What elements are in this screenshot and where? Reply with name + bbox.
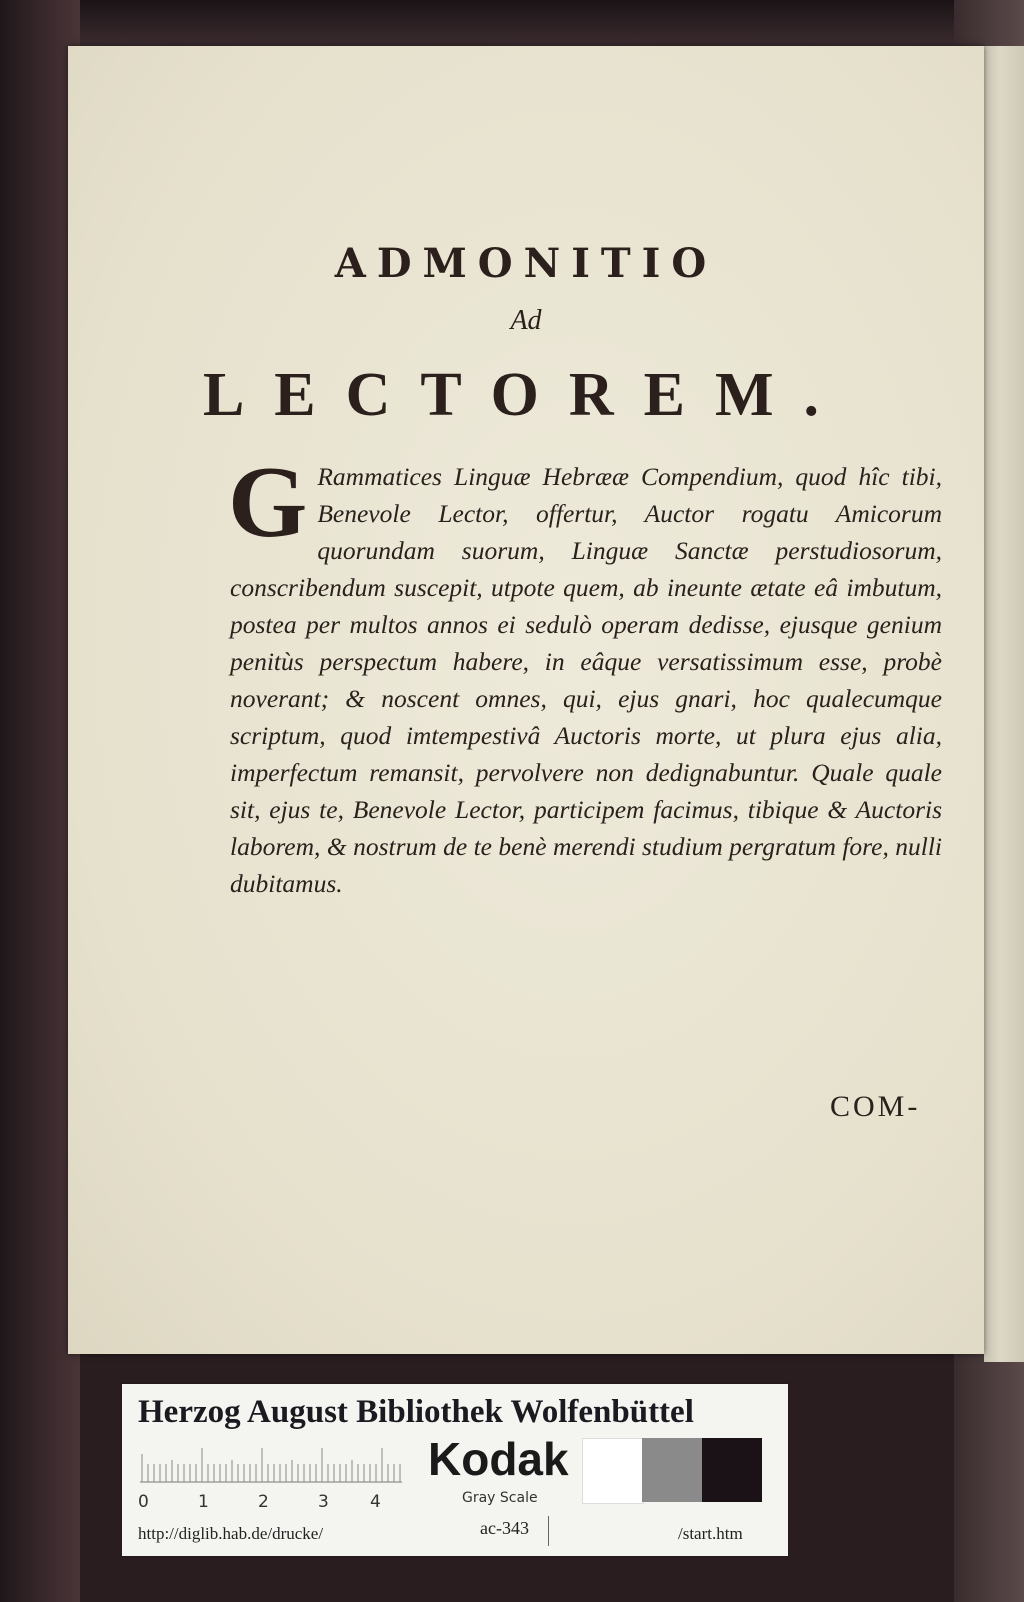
library-name: Herzog August Bibliothek Wolfenbüttel <box>138 1394 694 1430</box>
ruler-number: 2 <box>258 1492 269 1512</box>
drop-cap: G <box>228 446 308 559</box>
ruler-number: 3 <box>318 1492 329 1512</box>
scan-color-card <box>122 1384 788 1556</box>
url-left: http://diglib.hab.de/drucke/ <box>138 1524 324 1543</box>
page-edge <box>984 46 1024 1362</box>
heading-ad: Ad <box>510 305 542 336</box>
catchword: COM- <box>830 1090 921 1123</box>
ruler-icon <box>140 1444 402 1484</box>
swatch-white <box>582 1438 644 1504</box>
ruler-number: 0 <box>138 1492 149 1512</box>
heading-admonitio: ADMONITIO <box>334 240 718 287</box>
shelfmark: ac-343 <box>480 1518 529 1538</box>
gray-scale-label: Gray Scale <box>462 1490 538 1506</box>
swatch-gray <box>642 1438 702 1502</box>
url-right: /start.htm <box>678 1524 743 1543</box>
ruler-number: 4 <box>370 1492 381 1512</box>
ruler-number: 1 <box>198 1492 209 1512</box>
swatch-black <box>702 1438 762 1502</box>
body-text: Rammatices Linguæ Hebrææ Compendium, quod hîc tibi, Benevole Lector, offertur, Auctor rogatu Amicorum quorundam suorum, Linguæ Sanctæ perstudiosorum, conscribendum suscepit, utpote quem, ab ineunte ætate eâ imbutum, postea per multos annos ei sedulò operam dedisse, ejusque genium penitùs perspectum habere, in eâque versatissimum esse, probè noverant; & noscent omnes, qui, ejus gnari, hoc qualecumque scriptum, quod imtempestivâ Auctoris morte, ut plura ejus alia, imperfectum remansit, pervolvere non dedignabuntur. Quale quale sit, ejus te, Benevole Lector, participem facimus, tibique & Auctoris laborem, & nostrum de te benè merendi studium pergratum fore, nulli dubitamus. <box>230 462 942 898</box>
shelfmark-divider <box>548 1516 549 1546</box>
body-paragraph <box>228 446 942 902</box>
heading-lectorem: LECTOREM. <box>202 361 850 429</box>
kodak-logo: Kodak <box>428 1433 569 1485</box>
scan-background-top <box>0 0 1024 46</box>
